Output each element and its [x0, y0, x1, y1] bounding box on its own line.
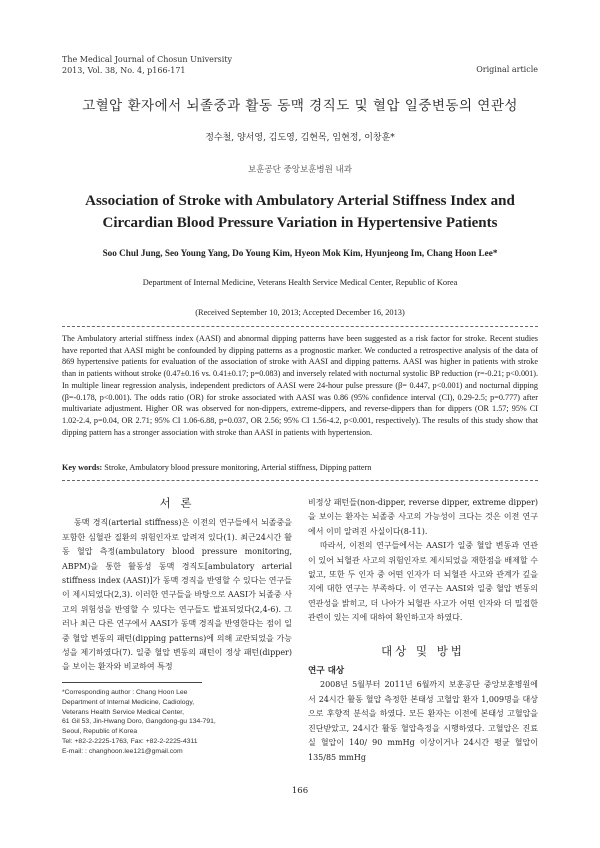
abstract: The Ambulatory arterial stiffness index (AASI) and abnormal dipping patterns have been suggested as a risk factor for stroke. Recent studies have reported that AASI might be confounded by dipping patterns as a prognostic marker. We conducted a retrospective analysis of the data of 869 hypertensive patients for evaluation of the association of stroke with AASI and dipping patterns. AASI was higher in patients with stroke than in patients without stroke (0.47±0.16 vs. 0.41±0.17; p=0.083) and inversely related with nocturnal systolic BP reduction (r=-0.21; p<0.001). In multiple linear regression analysis, independent predictors of AASI were 24-hour pulse pressure (β= 0.447, p<0.001) and nocturnal dipping (β=-0.178, p<0.001). The odds ratio (OR) for stroke associated with AASI was 0.86 (95% confidence interval (CI), 0.29-2.5; p=0.777) after multivariate adjustment. Higher OR was observed for non-dippers, extreme-dippers, and reverse-dippers than for dippers (OR 1.57; 95% CI 1.02-2.4, p=0.04, OR 2.71; 95% CI 1.06-6.88, p=0.037, OR 2.56; 95% CI 1.56-4.2, p<0.001, respectively). The results of this study show that dipping pattern has a stronger association with stroke than AASI in patients with hypertension.	[62, 334, 538, 437]
intro-heading: 서 론	[159, 496, 195, 510]
keywords	[62, 463, 538, 472]
intro-paragraph-2-continued: 비정상 패턴들(non-dipper, reverse dipper, extreme dipper)을 보이는 환자는 뇌졸중 사고의 가능성이 크다는 것은 이전 연구에서 이미 알려진 사실이다(8-11).	[308, 498, 538, 536]
corresponding-author-footnote	[62, 688, 302, 757]
english-authors: Soo Chul Jung, Seo Young Yang, Do Young Kim, Hyeon Mok Kim, Hyunjeong Im, Chang Hoon Lee*	[102, 248, 498, 258]
methods-subheading: 연구 대상	[308, 666, 345, 677]
korean-title: 고혈압 환자에서 뇌졸중과 활동 동맥 경직도 및 혈압 일중변동의 연관성	[82, 98, 518, 114]
right-column	[308, 496, 538, 765]
footnote-line: Veterans Health Service Medical Center,	[62, 708, 185, 716]
page-number: 166	[291, 786, 309, 796]
english-title-line1: Association of Stroke with Ambulatory Arterial Stiffness Index and	[85, 193, 515, 209]
journal-name: The Medical Journal of Chosun University	[62, 55, 233, 64]
journal-citation	[62, 54, 232, 76]
footnote-line: Seoul, Republic of Korea	[62, 728, 138, 736]
intro-paragraph-1: 동맥 경직(arterial stiffness)은 이전의 연구들에서 뇌졸중을 포함한 심혈관 질환의 위험인자로 알려져 있다(1). 최근24시간 활동 혈압 측정(ambulatory blood pressure monitoring, ABPM)을 통한 활동성 동맥 경직도[ambulatory arterial stiffness index (AASI)]가 동맥 경직을 반영할 수 있다는 연구들이 제시되었다(2,3). 이러한 연구들을 바탕으로 AASI가 뇌졸중 사고의 위험성을 반영할 수 있다는 연구들도 발표되었다(2,4-6). 그러나 최근 다른 연구에서 AASI가 동맥 경직을 반영한다는 점이 일중 혈압 변동의 패턴(dipping patterns)에 의해 교란되었을 가능성을 제기하였다(7). 일중 혈압 변동의 패턴이 정상 패턴(dipper)을 보이는 환자와 비교하여 특정	[62, 518, 292, 672]
received-dates: (Received September 10, 2013; Accepted December 16, 2013)	[195, 308, 405, 317]
abstract-bottom-divider	[62, 480, 538, 481]
left-column	[62, 496, 292, 675]
footnote-email: E-mail: : changhoon.lee121@gmail.com	[62, 747, 183, 755]
keywords-label: Key words:	[62, 463, 103, 472]
intro-paragraph-3: 따라서, 이전의 연구들에서는 AASI가 일중 혈압 변동과 연관이 있어 뇌혈관 사고의 위험인자로 제시되었을 재한점을 배제할 수 없고, 또한 두 인자 중 어떤 인자가 더 뇌혈관 사고와 관계가 깊을지에 대한 연구는 부족하다. 이 연구는 AASI와 일중 혈압 변동의 연관성을 밝히고, 더 나아가 뇌혈관 사고가 어떤 인자와 더 밀접한 관련이 있는 지에 대하여 확인하고자 하였다.	[308, 541, 538, 623]
methods-paragraph-1: 2008년 5월부터 2011년 6월까지 보훈공단 중앙보훈병원에서 24시간 활동 혈압 측정한 본태성 고혈압 환자 1,009명을 대상으로 후향적 분석을 하였다. 모든 환자는 이전에 본태성 고혈압을 진단받았고, 24시간 활동 혈압측정을 시행하였다. 고혈압은 진료실 혈압이 140/ 90 mmHg 이상이거나 24시간 평균 혈압이 135/85 mmHg	[308, 680, 538, 762]
methods-heading: 대상 및 방법	[381, 643, 465, 658]
footnote-line: *Corresponding author : Chang Hoon Lee	[62, 689, 188, 696]
footnote-line: 61 Gil 53, Jin-Hwang Doro, Gangdong-gu 134-791,	[62, 718, 216, 726]
keywords-text: Stroke, Ambulatory blood pressure monitoring, Arterial stiffness, Dipping pattern	[104, 463, 372, 472]
english-title	[0, 190, 600, 234]
journal-volume: 2013, Vol. 38, No. 4, p166-171	[62, 66, 186, 75]
abstract-top-divider	[62, 326, 538, 327]
footnote-line: Department of Internal Medicine, Cadiology,	[62, 698, 195, 706]
footnote-line: Tel: +82-2-2225-1763, Fax: +82-2-2225-4311	[62, 737, 198, 745]
article-type: Original article	[476, 65, 538, 74]
korean-affiliation: 보훈공단 중앙보훈병원 내과	[248, 165, 352, 175]
english-affiliation: Department of Internal Medicine, Veterans Health Service Medical Center, Republic of Korea	[142, 278, 458, 287]
korean-authors: 정수철, 양서영, 김도영, 김현목, 임현정, 이창훈*	[205, 133, 395, 143]
footnote-divider	[62, 682, 202, 683]
english-title-line2: Circardian Blood Pressure Variation in Hypertensive Patients	[102, 215, 498, 231]
